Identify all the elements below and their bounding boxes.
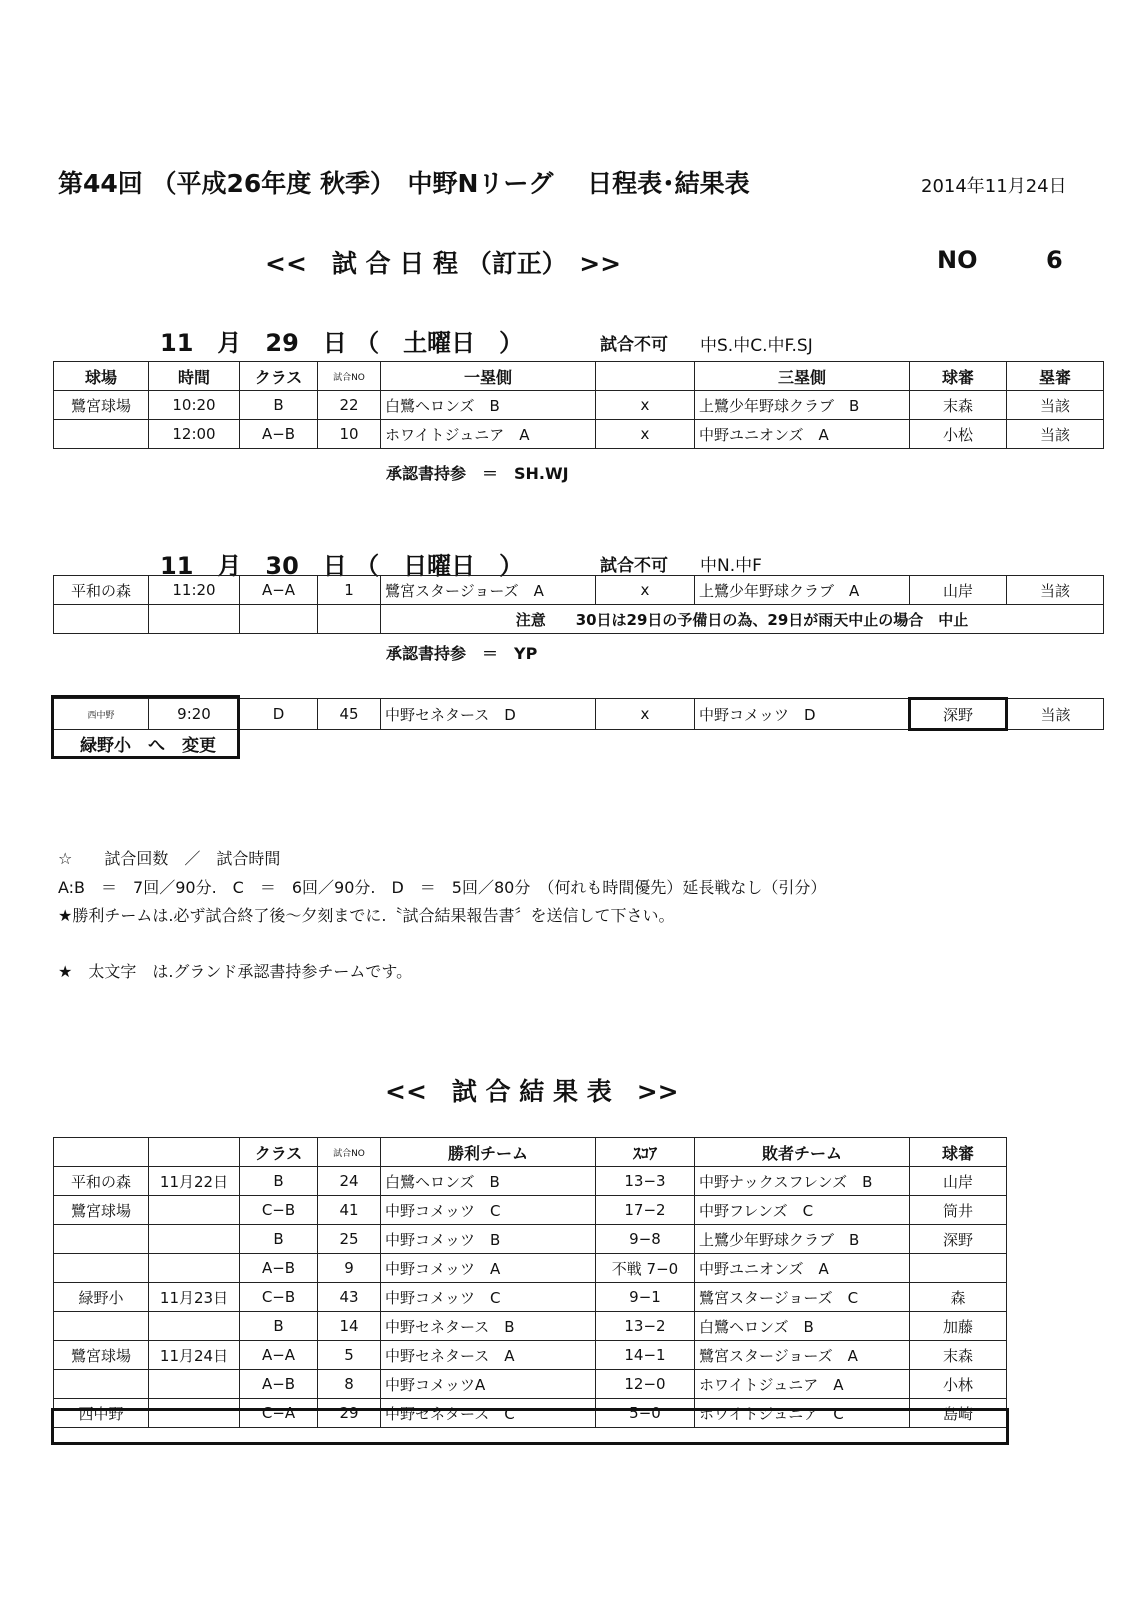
time-cell: 12:00 [149,420,240,449]
score-cell: 13−2 [596,1312,695,1341]
table-row [54,391,1104,420]
game-no-cell: 10 [318,420,381,449]
day2-date: 11 月 30 日 （ 日曜日 ） [160,552,524,580]
loser-cell: 鷺宮スタージョーズ A [695,1341,910,1370]
col-header-date [149,1138,240,1167]
venue-cell [54,1254,149,1283]
date-cell: 11月23日 [149,1283,240,1312]
venue-cell [54,420,149,449]
empty-cell [54,605,149,634]
winner-cell: 中野コメッツ A [381,1254,596,1283]
plate-umpire-cell: 末森 [910,391,1007,420]
score-cell: 9−1 [596,1283,695,1312]
col-header-class: クラス [240,1138,318,1167]
third-base-team-cell: 上鷺少年野球クラブ A [695,576,910,605]
date-cell [149,1399,240,1428]
time-cell: 9:20 [149,699,240,730]
score-cell: 5−0 [596,1399,695,1428]
class-cell: B [240,391,318,420]
empty-cell [149,605,240,634]
class-cell: C−B [240,1283,318,1312]
day2-unavailable-label: 試合不可 [600,556,668,576]
day1-date: 11 月 29 日 （ 土曜日 ） [160,329,524,357]
results-table [53,1137,1007,1428]
col-header-blank [596,362,695,391]
plate-umpire-cell: 山岸 [910,576,1007,605]
class-cell: A−A [240,576,318,605]
day1-schedule-table [53,361,1104,449]
extra-schedule-table [53,697,1104,731]
class-cell: C−A [240,1399,318,1428]
plate-umpire-cell: 山岸 [910,1167,1007,1196]
winner-cell: 中野セネタース B [381,1312,596,1341]
table-header-row [54,1138,1007,1167]
versus-cell: x [596,576,695,605]
plate-umpire-cell: 筒井 [910,1196,1007,1225]
game-no-cell: 22 [318,391,381,420]
third-base-team-cell: 中野ユニオンズ A [695,420,910,449]
date-cell [149,1225,240,1254]
class-cell: A−B [240,1370,318,1399]
venue-cell: 鷺宮球場 [54,391,149,420]
score-cell: 9−8 [596,1225,695,1254]
loser-cell: 上鷺少年野球クラブ B [695,1225,910,1254]
venue-change-note: 緑野小 へ 変更 [80,736,216,756]
rain-note: 注意 30日は29日の予備日の為、29日が雨天中止の場合 中止 [381,605,1104,634]
date-cell [149,1370,240,1399]
col-header-time: 時間 [149,362,240,391]
date-cell: 11月22日 [149,1167,240,1196]
notes-line-1: ☆ 試合回数 ／ 試合時間 [58,849,281,868]
loser-cell: 鷺宮スタージョーズ C [695,1283,910,1312]
loser-cell: 中野フレンズ C [695,1196,910,1225]
class-cell: A−B [240,1254,318,1283]
game-no-cell: 29 [318,1399,381,1428]
col-header-plate-umpire: 球審 [910,1138,1007,1167]
table-row [54,576,1104,605]
versus-cell: x [596,420,695,449]
loser-cell: ホワイトジュニア C [695,1399,910,1428]
first-base-team-cell: 中野セネタース D [381,699,596,730]
game-no-cell: 8 [318,1370,381,1399]
plate-umpire-cell: 末森 [910,1341,1007,1370]
venue-cell [54,1225,149,1254]
table-row [54,1283,1007,1312]
versus-cell: x [596,699,695,730]
winner-cell: 中野コメッツ C [381,1283,596,1312]
time-cell: 11:20 [149,576,240,605]
first-base-team-cell: 白鷺ヘロンズ B [381,391,596,420]
doc-no-label: NO [937,246,978,274]
schedule-heading: << 試 合 日 程 （訂正） >> [265,249,622,278]
class-cell: C−B [240,1196,318,1225]
table-row [54,699,1104,730]
game-no-cell: 14 [318,1312,381,1341]
col-header-plate-umpire: 球審 [910,362,1007,391]
day1-unavailable-label: 試合不可 [600,335,668,355]
game-no-cell: 25 [318,1225,381,1254]
winner-cell: 中野コメッツA [381,1370,596,1399]
first-base-team-cell: ホワイトジュニア A [381,420,596,449]
base-umpire-cell: 当該 [1007,699,1104,730]
plate-umpire-cell [910,1254,1007,1283]
table-row [54,1341,1007,1370]
score-cell: 13−3 [596,1167,695,1196]
notes-line-2: A:B ＝ 7回／90分. C ＝ 6回／90分. D ＝ 5回／80分 （何れも時間優先）延長戦なし（引分） [58,878,827,897]
game-no-cell: 43 [318,1283,381,1312]
first-base-team-cell: 鷺宮スタージョーズ A [381,576,596,605]
date-cell [149,1312,240,1341]
winner-cell: 白鷺ヘロンズ B [381,1167,596,1196]
table-row [54,420,1104,449]
table-row [54,1196,1007,1225]
table-row [54,1225,1007,1254]
table-row [54,1167,1007,1196]
loser-cell: ホワイトジュニア A [695,1370,910,1399]
class-cell: D [240,699,318,730]
table-header-row [54,362,1104,391]
plate-umpire-cell: 小林 [910,1370,1007,1399]
winner-cell: 中野コメッツ B [381,1225,596,1254]
score-cell: 不戦 7−0 [596,1254,695,1283]
results-heading: << 試 合 結 果 表 >> [385,1077,679,1106]
venue-cell: 鷺宮球場 [54,1341,149,1370]
col-header-third-base: 三塁側 [695,362,910,391]
score-cell: 17−2 [596,1196,695,1225]
plate-umpire-cell: 森 [910,1283,1007,1312]
score-cell: 14−1 [596,1341,695,1370]
venue-cell [54,1370,149,1399]
venue-cell: 鷺宮球場 [54,1196,149,1225]
notes-line-4: ★ 太文字 は.グランド承認書持参チームです。 [58,962,413,981]
notes-line-3: ★勝利チームは.必ず試合終了後〜夕刻までに.〝試合結果報告書〞を送信して下さい。 [58,906,675,925]
versus-cell: x [596,391,695,420]
plate-umpire-cell: 小松 [910,420,1007,449]
time-cell: 10:20 [149,391,240,420]
plate-umpire-cell: 深野 [910,699,1007,730]
class-cell: A−B [240,420,318,449]
loser-cell: 中野ユニオンズ A [695,1254,910,1283]
col-header-venue: 球場 [54,362,149,391]
loser-cell: 中野ナックスフレンズ B [695,1167,910,1196]
plate-umpire-cell: 加藤 [910,1312,1007,1341]
table-row [54,1254,1007,1283]
plate-umpire-cell: 島崎 [910,1399,1007,1428]
table-row [54,605,1104,634]
plate-umpire-cell: 深野 [910,1225,1007,1254]
game-no-cell: 24 [318,1167,381,1196]
day2-approval-note: 承認書持参 ＝ YP [386,644,538,663]
document-date: 2014年11月24日 [921,176,1067,197]
page-title: 第44回 （平成26年度 秋季） 中野Nリーグ 日程表･結果表 [58,169,750,198]
date-cell: 11月24日 [149,1341,240,1370]
score-cell: 12−0 [596,1370,695,1399]
col-header-class: クラス [240,362,318,391]
table-row [54,1370,1007,1399]
game-no-cell: 5 [318,1341,381,1370]
date-cell [149,1196,240,1225]
game-no-cell: 45 [318,699,381,730]
base-umpire-cell: 当該 [1007,391,1104,420]
venue-cell: 平和の森 [54,576,149,605]
winner-cell: 中野コメッツ C [381,1196,596,1225]
day2-schedule-table [53,575,1104,634]
col-header-winner: 勝利チーム [381,1138,596,1167]
base-umpire-cell: 当該 [1007,576,1104,605]
venue-cell: 平和の森 [54,1167,149,1196]
table-row [54,1312,1007,1341]
winner-cell: 中野セネタース C [381,1399,596,1428]
class-cell: B [240,1312,318,1341]
col-header-base-umpire: 塁審 [1007,362,1104,391]
class-cell: A−A [240,1341,318,1370]
empty-cell [318,605,381,634]
venue-cell [54,1312,149,1341]
day1-approval-note: 承認書持参 ＝ SH.WJ [386,464,569,483]
class-cell: B [240,1225,318,1254]
venue-cell: 西中野 [54,1399,149,1428]
day2-unavailable-value: 中N.中F [700,556,762,576]
col-header-game-no: 試合NO [318,362,381,391]
game-no-cell: 1 [318,576,381,605]
date-cell [149,1254,240,1283]
winner-cell: 中野セネタース A [381,1341,596,1370]
table-row [54,1399,1007,1428]
doc-no-value: 6 [1046,246,1063,274]
col-header-loser: 敗者チーム [695,1138,910,1167]
loser-cell: 白鷺ヘロンズ B [695,1312,910,1341]
third-base-team-cell: 上鷺少年野球クラブ B [695,391,910,420]
venue-cell: 緑野小 [54,1283,149,1312]
game-no-cell: 41 [318,1196,381,1225]
day1-unavailable-value: 中S.中C.中F.SJ [700,336,813,356]
empty-cell [240,605,318,634]
base-umpire-cell: 当該 [1007,420,1104,449]
col-header-venue [54,1138,149,1167]
col-header-first-base: 一塁側 [381,362,596,391]
third-base-team-cell: 中野コメッツ D [695,699,910,730]
venue-cell: 西中野 [54,699,149,730]
col-header-game-no: 試合NO [318,1138,381,1167]
game-no-cell: 9 [318,1254,381,1283]
col-header-score: ｽｺｱ [596,1138,695,1167]
class-cell: B [240,1167,318,1196]
